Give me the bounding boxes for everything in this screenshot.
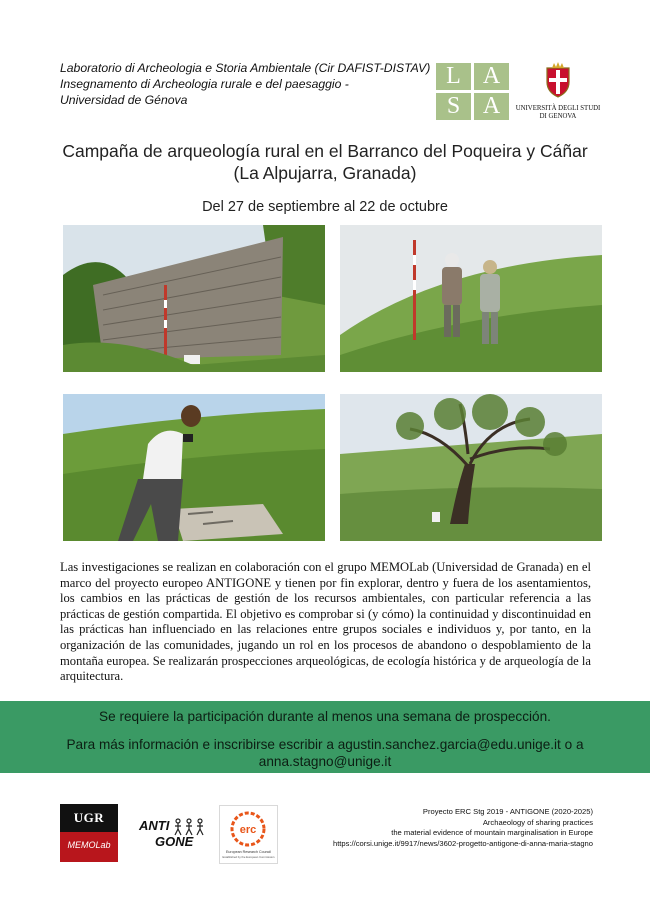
photo-photographer — [63, 394, 325, 541]
antigone-logo — [137, 818, 209, 854]
antigone-figures-icon — [173, 818, 207, 836]
email-agustin[interactable]: agustin.sanchez.garcia@edu.unige.it — [337, 737, 561, 752]
unige-crest-icon — [543, 62, 573, 98]
lasa-letter: A — [474, 63, 509, 90]
affiliation-line-3: Universidad de Génova — [60, 93, 188, 107]
ugr-label: UGR — [60, 804, 118, 832]
photo-surveyors — [340, 225, 602, 372]
project-description: Las investigaciones se realizan en colaboración con el grupo MEMOLab (Universidad de Granada) en el marco del proyecto europeo ANTIGONE y tienen por fin explorar, dentro y fuera de los asentamientos, los cambios en las prácticas de gestión de los recursos ambientales, con particular referencia a las prácticas de gestión compartida. El objetivo es comprobar si (y cómo) la continuidad y discontinuidad en las prácticas han influenciado en las relaciones entre grupos sociales e individuos y, por tanto, en la organización de las comunidades, jugando un rol en los procesos de abandono o despoblamiento de la montaña europea. Se realizarán prospecciones arqueológicas, de ecología histórica y de arqueología de la arquitectura. — [60, 560, 591, 684]
unige-logo — [512, 62, 604, 120]
requirement-text: Se requiere la participación durante al menos una semana de prospección. — [99, 709, 551, 724]
credit-line-2: Archaeology of sharing practices — [482, 817, 593, 827]
antigone-line2: GONE — [155, 834, 194, 849]
contact-text — [60, 736, 590, 770]
title-line-2: (La Alpujarra, Granada) — [233, 163, 417, 183]
affiliation-line-1: Laboratorio di Archeologia e Storia Ambientale (Cir DAFIST-DISTAV) — [60, 61, 431, 75]
unige-name-line2: DI GENOVA — [539, 112, 577, 120]
contact-prefix: Para más información e inscribirse escribir a — [66, 737, 334, 752]
credit-line-4[interactable]: https://corsi.unige.it/9917/news/3602-progetto-antigone-di-anna-maria-stagno — [332, 838, 593, 848]
affiliation-line-2: Insegnamento di Archeologia rurale e del paesaggio - — [60, 77, 349, 91]
credit-line-1: Proyecto ERC Stg 2019 - ANTIGONE (2020-2025) — [422, 807, 593, 816]
erc-logo — [219, 805, 278, 864]
memolab-label: MEMOLab — [67, 840, 111, 850]
antigone-line1: ANTI — [139, 818, 170, 833]
credit-line-3: the material evidence of mountain marginalisation in Europe — [391, 828, 593, 838]
notice-band — [0, 701, 650, 773]
project-credits — [282, 807, 593, 849]
erc-name: European Research Council — [226, 850, 271, 854]
email-anna[interactable]: anna.stagno@unige.it — [258, 754, 392, 769]
campaign-dates: Del 27 de septiembre al 22 de octubre — [202, 199, 448, 215]
affiliation-block — [60, 60, 440, 108]
photo-tree — [340, 394, 602, 541]
lasa-letter: S — [436, 93, 471, 120]
lasa-logo — [436, 63, 509, 120]
erc-label: erc — [239, 824, 257, 836]
erc-emblem-icon — [228, 810, 268, 848]
lasa-letter: L — [436, 63, 471, 90]
lasa-letter: A — [474, 93, 509, 120]
erc-tagline: Established by the European Commission — [222, 855, 275, 859]
unige-name-line1: UNIVERSITÀ DEGLI STUDI — [515, 105, 601, 112]
photo-stone-wall — [63, 225, 325, 372]
title-line-1: Campaña de arqueología rural en el Barranco del Poqueira y Cáñar — [62, 141, 588, 161]
ugr-memolab-logo — [60, 804, 118, 862]
contact-joiner: o a — [564, 737, 584, 752]
page-title — [0, 140, 650, 184]
